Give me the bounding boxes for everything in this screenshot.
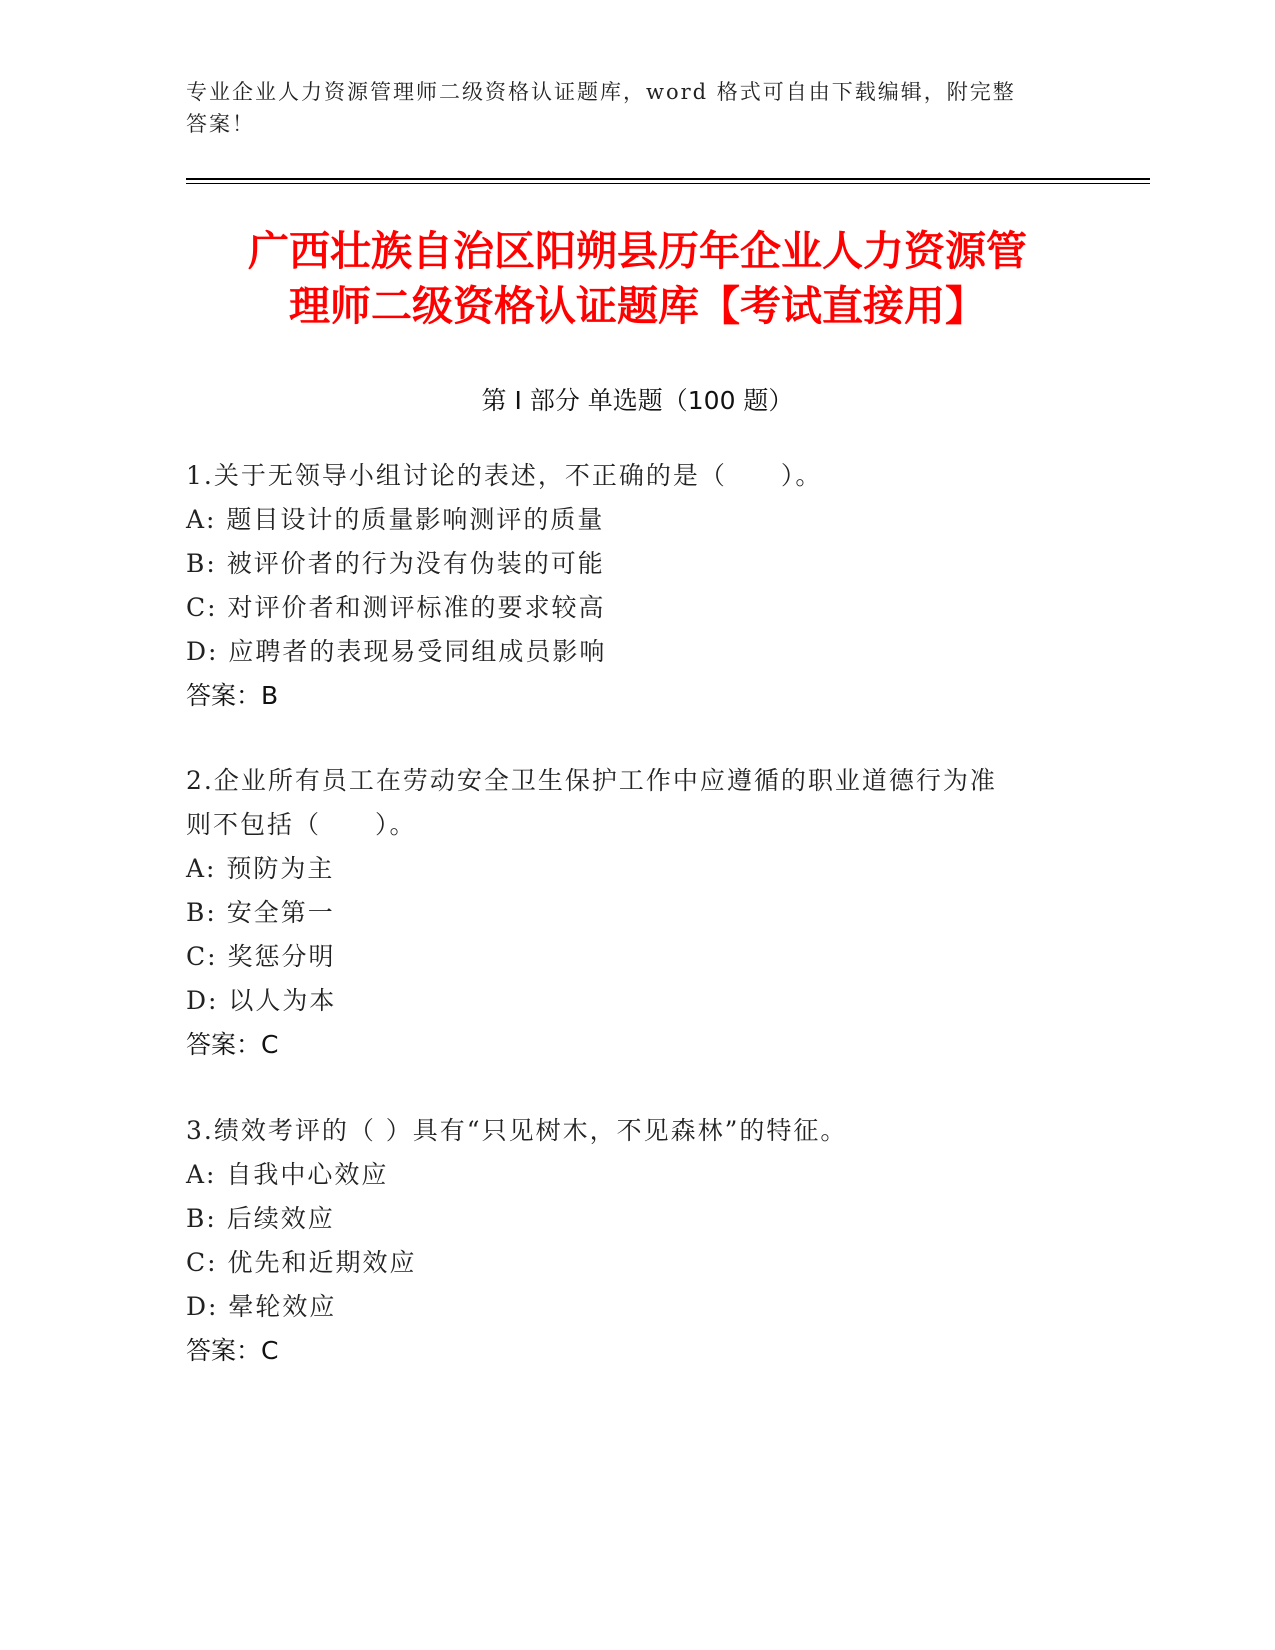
document-title: [150, 224, 1125, 334]
question-3-stem: 3.绩效考评的（ ）具有“只见树木，不见森林”的特征。: [186, 1116, 848, 1145]
question-1-stem: 1.关于无领导小组讨论的表述，不正确的是（ ）。: [186, 461, 823, 490]
question-2-stem-line-1: 2.企业所有员工在劳动安全卫生保护工作中应遵循的职业道德行为准: [186, 766, 997, 795]
header-divider-thin: [186, 183, 1150, 184]
question-1-option-b: B: 被评价者的行为没有伪装的可能: [186, 549, 605, 578]
question-2-option-c: C: 奖惩分明: [186, 942, 336, 971]
question-3-option-b: B: 后续效应: [186, 1204, 335, 1233]
question-3-option-d: D: 晕轮效应: [186, 1292, 337, 1321]
header-divider-thick: [186, 178, 1150, 180]
document-title-line-1: 广西壮族自治区阳朔县历年企业人力资源管: [248, 227, 1027, 275]
section-title: 第 I 部分 单选题（100 题）: [481, 386, 794, 415]
header-note-line-2: 答案！: [186, 112, 255, 136]
document-title-line-2: 理师二级资格认证题库【考试直接用】: [289, 282, 986, 330]
question-2-option-b: B: 安全第一: [186, 898, 335, 927]
header-note-line-1: 专业企业人力资源管理师二级资格认证题库，word 格式可自由下载编辑，附完整: [186, 80, 1016, 104]
question-1-option-a: A: 题目设计的质量影响测评的质量: [186, 505, 605, 534]
question-1-option-c: C: 对评价者和测评标准的要求较高: [186, 593, 606, 622]
question-2-answer: 答案：C: [186, 1030, 279, 1059]
question-1-answer: 答案：B: [186, 681, 279, 710]
header-note: [186, 76, 1066, 140]
question-2-stem-line-2: 则不包括（ ）。: [186, 810, 417, 839]
question-2-option-a: A: 预防为主: [186, 854, 335, 883]
question-3-option-a: A: 自我中心效应: [186, 1160, 389, 1189]
question-3-answer: 答案：C: [186, 1336, 279, 1365]
question-2-option-d: D: 以人为本: [186, 986, 337, 1015]
question-3-option-c: C: 优先和近期效应: [186, 1248, 417, 1277]
question-1-option-d: D: 应聘者的表现易受同组成员影响: [186, 637, 607, 666]
